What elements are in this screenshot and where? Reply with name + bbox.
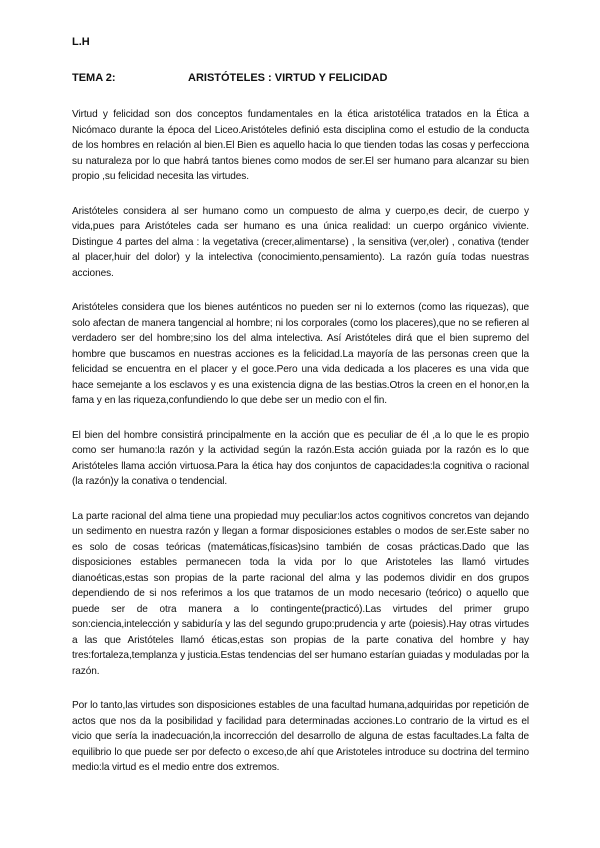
- paragraph-soul: Aristóteles considera al ser humano como un compuesto de alma y cuerpo,es decir, de cuerpo y vida,pues para Aristóteles cada ser humano es una única realidad: un cuerpo orgánico viviente. Distingue 4 partes del alma : la vegetativa (crecer,alimentarse) , la sensitiva (ver,oler) , conativa (tender al placer,huir del dolor) y la intelectiva (conocimiento,pensamiento). La razón guía todas nuestras acciones.: [72, 205, 529, 279]
- topic-label: TEMA 2:: [72, 72, 116, 84]
- paragraph-intro: Virtud y felicidad son dos conceptos fundamentales en la ética aristotélica tratados en la Ética a Nicómaco durante la época del Liceo.Aristóteles definió esta disciplina como el estudio de la conducta de los hombres en relación al bien.El Bien es aquello hacia lo que tienden todas las cosas y perfecciona su naturaleza por lo que habrá tantos bienes como modos de ser.El ser humano para alcanzar su bien propio ,su felicidad necesita las virtudes.: [72, 109, 529, 182]
- paragraph-goods: Aristóteles considera que los bienes auténticos no pueden ser ni lo externos (como las riquezas), que solo afectan de manera tangencial al hombre; ni los corporales (como los placeres),que no se refieren al verdadero ser del hombre;sino los del alma intelectiva. Así Aristóteles dirá que el bien supremo del hombre que buscamos en nuestras acciones es la felicidad.La mayoría de las personas creen que la felicidad se encuentra en el placer y el goce.Pero una vida dedicada a los placeres es una vida que hace semejante a los esclavos y es una existencia digna de las bestias.Otros la creen en el honor,en la fama y en las riqueza,confundiendo lo que debe ser un medio con el fin.: [72, 302, 529, 406]
- paragraph-virtues: La parte racional del alma tiene una propiedad muy peculiar:los actos cognitivos concretos van dejando un sedimento en nuestra razón y llegan a formar disposiciones estables o modos de ser.Este saber no es solo de cosas teóricas (matemáticas,físicas)sino también de cosas prácticas.Dado que las disposiciones estables permanecen toda la vida por lo que Aristoteles las llamó virtudes dianoéticas,estas son propias de la parte racional del alma y las podemos dividir en dos grupos dependiendo de si nos referimos a los que tratamos de un modo necesario (teórico) o aquello que puede ser de otra manera a lo contingente(practicó).Las virtudes del primer grupo son:ciencia,intelección y sabiduría y las del segundo grupo:prudencia y arte (poiesis).Hay otras virtudes a las que Aristóteles llamó éticas,estas son propias de la parte conativa del hombre y hay tres:fortaleza,templanza y justicia.Estas tendencias del ser humano estarían guiadas y moduladas por la razón.: [72, 510, 529, 677]
- author-initials: L.H: [72, 36, 90, 48]
- body-text: [72, 107, 529, 795]
- document-title: ARISTÓTELES : VIRTUD Y FELICIDAD: [188, 72, 388, 84]
- paragraph-reason: El bien del hombre consistirá principalmente en la acción que es peculiar de él ,a lo que le es propio como ser humano:la razón y la actividad según la razón.Esta acción guiada por la razón es lo que Aristóteles llama acción virtuosa.Para la ética hay dos conjuntos de capacidades:la cognitiva o racional (la razón)y la conativa o tendencial.: [72, 429, 529, 487]
- paragraph-conclusion: Por lo tanto,las virtudes son disposiciones estables de una facultad humana,adquiridas por repetición de actos que nos da la posibilidad y facilidad para determinadas acciones.Lo contrario de la virtud es el vicio que sería la inadecuación,la incorrección del desarrollo de alguna de estas facultades.La falta de equilibrio lo que puede ser por defecto o exceso,de ahí que Aristoteles introduce su doctrina del termino medio:la virtud es el medio entre dos extremos.: [72, 700, 529, 773]
